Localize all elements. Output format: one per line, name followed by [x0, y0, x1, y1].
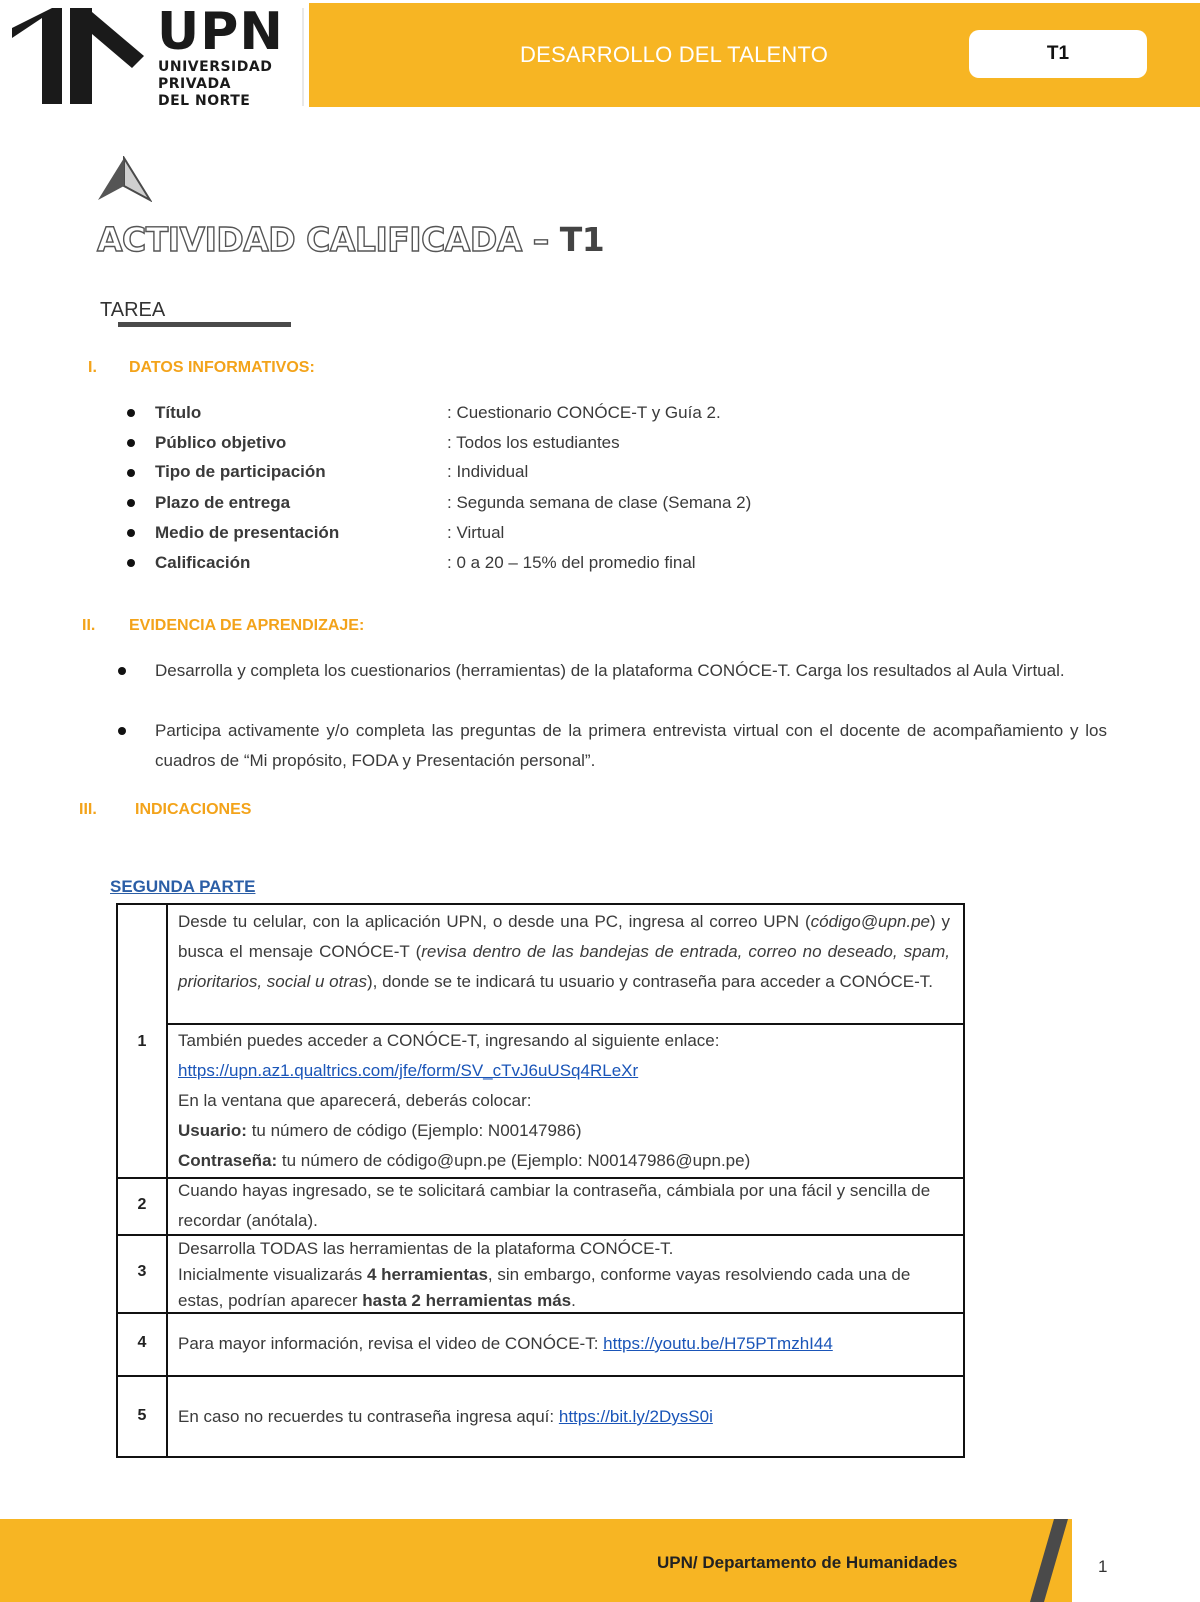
bullet-icon: [127, 469, 135, 477]
footer-department: UPN/ Departamento de Humanidades: [657, 1553, 958, 1572]
qualtrics-link[interactable]: https://upn.az1.qualtrics.com/jfe/form/SV_cTvJ6uUSq4RLeXr: [178, 1061, 639, 1080]
password-label: Contraseña:: [178, 1151, 278, 1170]
password-value: tu número de código@upn.pe (Ejemplo: N00147986@upn.pe): [277, 1151, 751, 1170]
youtube-link[interactable]: https://youtu.be/H75PTmzhI44: [603, 1334, 833, 1353]
section-3-title: INDICACIONES: [135, 801, 252, 818]
field-value-publico: : Todos los estudiantes: [447, 433, 620, 452]
row-1-italic-note: revisa dentro de las bandejas de entrada, correo no deseado, spam, prioritarios, social u otras: [178, 942, 950, 991]
row-1-cell-a: [178, 907, 950, 997]
upn-email: código@upn.pe: [810, 912, 931, 931]
row-1-window-line: En la ventana que aparecerá, deberás colocar:: [178, 1091, 532, 1110]
field-label-publico: Público objetivo: [155, 433, 287, 452]
logo-divider: [302, 8, 304, 106]
field-label-medio: Medio de presentación: [155, 523, 340, 542]
row-5-cell: [178, 1402, 950, 1432]
bullet-icon: [127, 529, 135, 537]
field-label-plazo: Plazo de entrega: [155, 493, 291, 512]
field-label-tipo: Tipo de participación: [155, 462, 326, 481]
bullet-icon: [127, 559, 135, 567]
row-number-3: 3: [137, 1263, 147, 1280]
row-2-text: Cuando hayas ingresado, se te solicitará cambiar la contraseña, cámbiala por una fácil y sencilla de recordar (anótala).: [178, 1181, 931, 1230]
section-1-title: DATOS INFORMATIVOS:: [129, 359, 315, 376]
row-1-user-line: [178, 1116, 950, 1146]
row-4-text: Para mayor información, revisa el video de CONÓCE-T:: [178, 1334, 604, 1353]
row-3-bold: 4 herramientas: [366, 1265, 488, 1284]
row-1-text: ), donde se te indicará tu usuario y contraseña para acceder a CONÓCE-T.: [366, 972, 933, 991]
row-3-line-2: [178, 1262, 950, 1314]
row-1-text: Desde tu celular, con la aplicación UPN, o desde una PC, ingresa al correo UPN (: [178, 912, 811, 931]
section-3-number: III.: [79, 801, 97, 818]
field-value-plazo: : Segunda semana de clase (Semana 2): [447, 493, 752, 512]
row-3-bold: hasta 2 herramientas más: [362, 1291, 572, 1310]
field-value-titulo: : Cuestionario CONÓCE-T y Guía 2.: [447, 403, 721, 422]
bullet-icon: [118, 727, 126, 735]
row-3-cell: [178, 1236, 950, 1314]
activity-title: [97, 220, 604, 259]
bullet-icon: [127, 409, 135, 417]
row-5-text: En caso no recuerdes tu contraseña ingresa aquí:: [178, 1407, 559, 1426]
bullet-icon: [118, 667, 126, 675]
activity-title-code: T1: [559, 220, 605, 259]
row-3-text: , sin embargo, conforme vayas resolviendo cada una de estas, podrían aparecer: [178, 1265, 911, 1310]
navigation-arrow-icon: [96, 156, 152, 202]
row-1-password-line: [178, 1146, 950, 1176]
row-number-4: 4: [137, 1334, 147, 1351]
activity-title-text: ACTIVIDAD CALIFICADA –: [97, 220, 549, 259]
logo-line-2: PRIVADA: [158, 76, 231, 92]
footer-divider-icon: [1030, 1519, 1070, 1602]
field-label-calificacion: Calificación: [155, 553, 251, 572]
evidence-item-2: Participa activamente y/o completa las preguntas de la primera entrevista virtual con el docente de acompañamiento y los cuadros de “Mi propósito, FODA y Presentación personal”.: [155, 721, 1107, 770]
password-recovery-link[interactable]: https://bit.ly/2DysS0i: [558, 1407, 713, 1426]
user-label: Usuario:: [178, 1121, 247, 1140]
row-1-access-line: También puedes acceder a CONÓCE-T, ingresando al siguiente enlace:: [178, 1031, 720, 1050]
section-2-number: II.: [82, 617, 96, 634]
activity-subtitle: TAREA: [100, 299, 166, 321]
logo-line-1: UNIVERSIDAD: [158, 59, 273, 75]
row-1-cell-b: [178, 1026, 950, 1176]
field-value-calificacion: : 0 a 20 – 15% del promedio final: [447, 553, 696, 572]
field-value-tipo: : Individual: [447, 462, 529, 481]
page-number: 1: [1098, 1557, 1108, 1576]
bullet-icon: [127, 499, 135, 507]
row-3-line-1: Desarrolla TODAS las herramientas de la plataforma CONÓCE-T.: [178, 1239, 674, 1258]
course-code-badge: T1: [969, 30, 1147, 78]
row-number-5: 5: [137, 1407, 147, 1424]
table-row-divider: [166, 1023, 963, 1025]
header-title: DESARROLLO DEL TALENTO: [520, 42, 829, 67]
field-value-medio: : Virtual: [447, 523, 505, 542]
logo-line-3: DEL NORTE: [158, 93, 251, 109]
upn-logo-icon: [12, 8, 144, 104]
row-1-text: ) y busca el mensaje CONÓCE-T (: [178, 912, 951, 961]
section-1-number: I.: [88, 359, 97, 376]
user-value: tu número de código (Ejemplo: N00147986): [246, 1121, 582, 1140]
row-3-text: Inicialmente visualizarás: [178, 1265, 367, 1284]
subtitle-underline: [118, 322, 291, 327]
section-2-title: EVIDENCIA DE APRENDIZAJE:: [129, 617, 365, 634]
logo-name: UPN: [157, 2, 284, 62]
segunda-parte-title: SEGUNDA PARTE: [110, 877, 256, 896]
row-3-text: .: [571, 1291, 576, 1310]
instructions-table: [116, 903, 965, 1458]
evidence-item-1: Desarrolla y completa los cuestionarios (herramientas) de la plataforma CONÓCE-T. Carga los resultados al Aula Virtual.: [155, 661, 1065, 680]
row-number-2: 2: [137, 1196, 147, 1213]
row-number-1: 1: [137, 1033, 147, 1050]
row-4-cell: [178, 1329, 950, 1359]
field-label-titulo: Título: [155, 403, 202, 422]
table-row-divider: [118, 1375, 963, 1377]
bullet-icon: [127, 439, 135, 447]
table-column-divider: [166, 905, 168, 1456]
